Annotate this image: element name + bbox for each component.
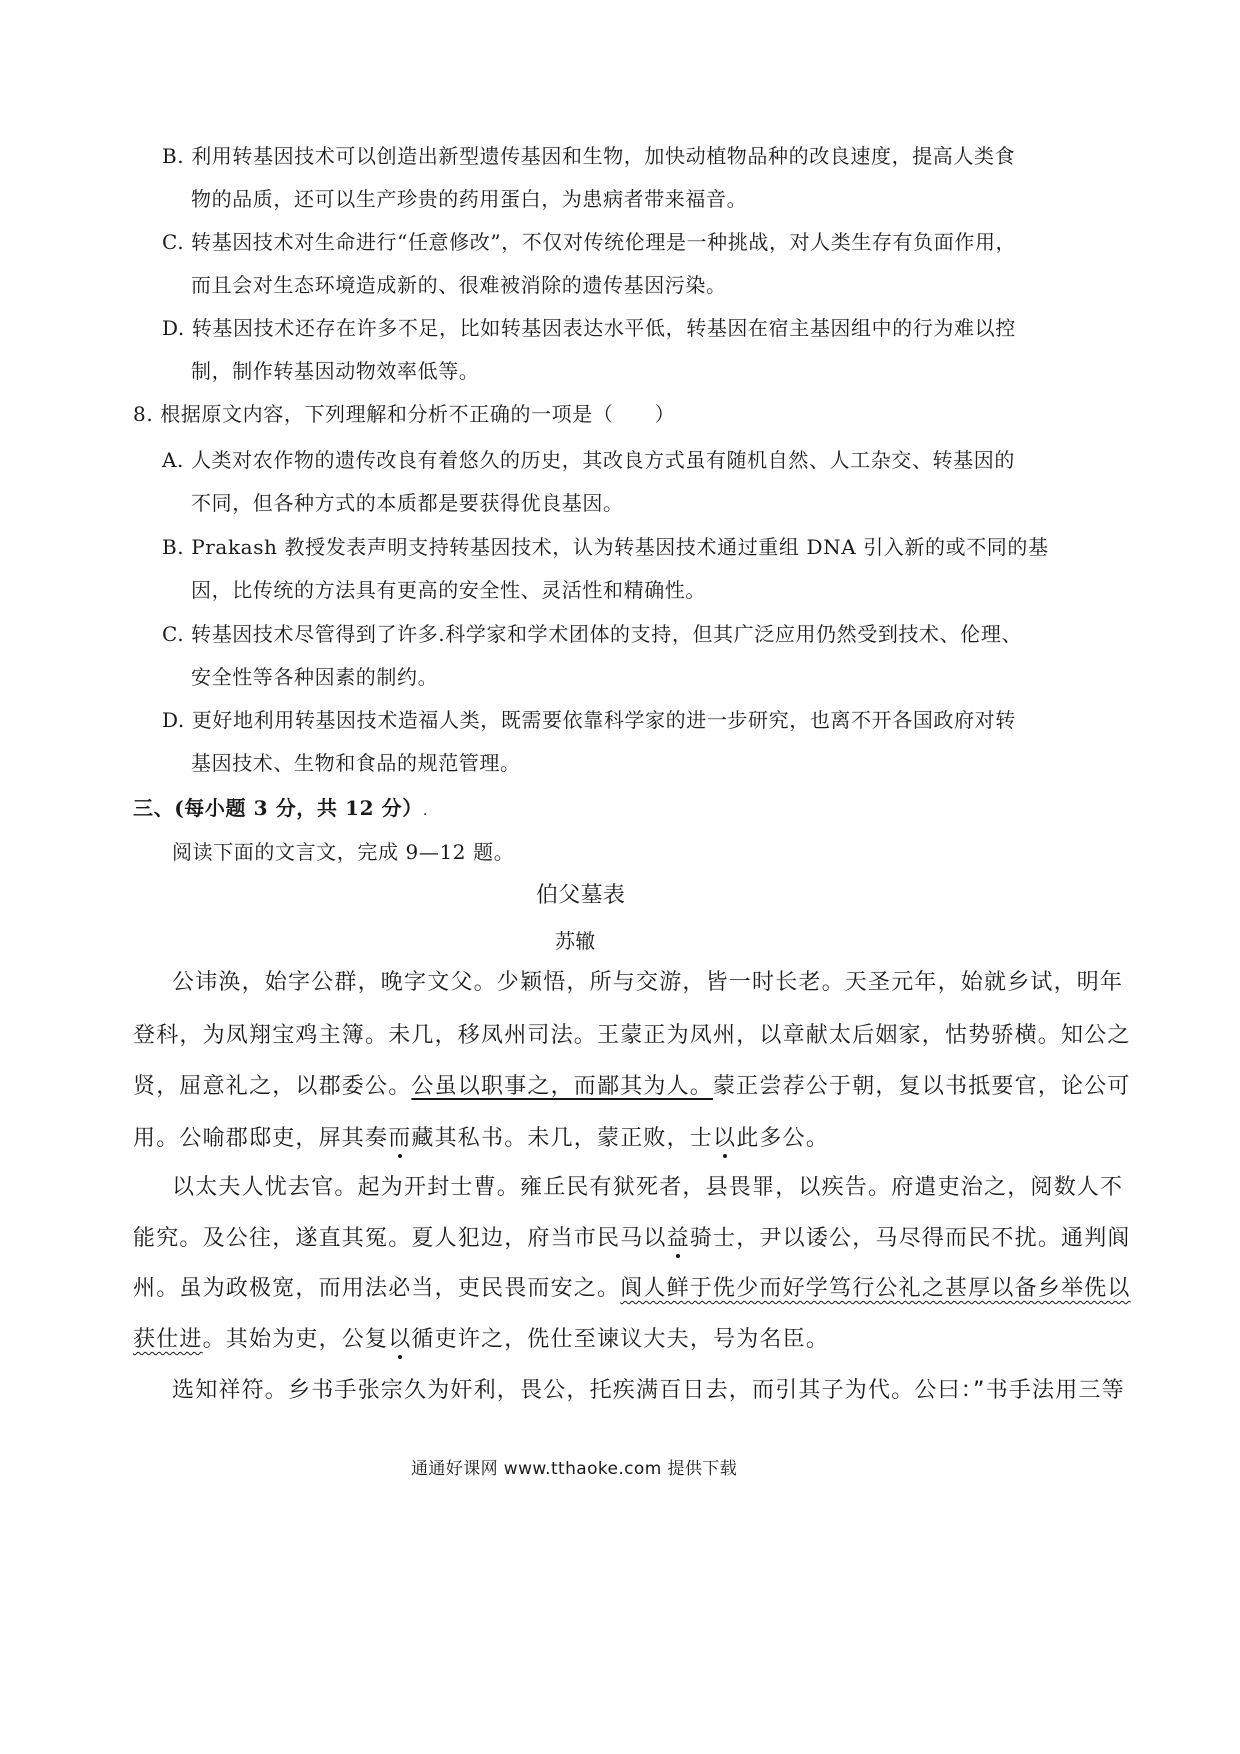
dotted-word-yi-2: 以 (388, 1327, 412, 1352)
passage-p2-line4-b: 循吏许之，侁仕至谏议大夫，号为名臣。 (411, 1327, 830, 1352)
passage-p2-line2 (133, 1224, 1131, 1254)
footer-download-note: 通通好课网 www.tthaoke.com 提供下载 (411, 1459, 738, 1479)
passage-p3-line1: 选知祥符。乡书手张宗久为奸利，畏公，托疾满百日去，而引其子为代。公曰：”书手法用三等 (172, 1378, 1125, 1403)
passage-p1-line4-b: 藏其私书。未几，蒙正败，士 (411, 1126, 714, 1151)
q8-option-b-line2: 因，比传统的方法具有更高的安全性、灵活性和精确性。 (191, 578, 706, 602)
passage-p1-line3-a: 贤，屈意礼之，以郡委公。 (133, 1074, 412, 1099)
q7-option-c-line2: 而且会对生态环境造成新的、很难被消除的遗传基因污染。 (191, 273, 727, 297)
dotted-word-er: 而 (388, 1126, 412, 1151)
passage-p2-line2-a: 能究。及公往，遂直其冤。夏人犯边，府当市民马以 (133, 1226, 667, 1251)
passage-p1-line4-a: 用。公喻郡邸吏，屏其奏 (133, 1126, 389, 1151)
q7-option-d-line1: D. 转基因技术还存在许多不足，比如转基因表达水平低，转基因在宿主基因组中的行为难以控 (162, 316, 1016, 340)
q7-option-d-line2: 制，制作转基因动物效率低等。 (191, 359, 480, 383)
wavy-underlined-sentence: 阆人鲜于侁少而好学笃行公礼之甚厚以备乡举侁以 (620, 1276, 1131, 1301)
passage-p2-line2-b: 骑士，尹以诿公，马尽得而民不扰。通判阆 (689, 1226, 1131, 1251)
wavy-underlined-sentence-end: 获仕进 (133, 1327, 203, 1352)
section3-instruction: 阅读下面的文言文，完成 9—12 题。 (172, 840, 515, 864)
passage-p1-line1: 公讳涣，始字公群，晚字文父。少颖悟，所与交游，皆一时长老。天圣元年，始就乡试，明年 (172, 970, 1124, 995)
passage-p1-line4-c: 此多公。 (736, 1126, 830, 1151)
dotted-word-yi-1: 以 (713, 1126, 737, 1151)
q7-option-c-line1: C. 转基因技术对生命进行“任意修改”，不仅对传统伦理是一种挑战，对人类生存有负面作用， (162, 230, 1017, 254)
passage-p2-line4-a: 。其始为吏，公复 (202, 1327, 389, 1352)
q8-option-a-line1: A. 人类对农作物的遗传改良有着悠久的历史，其改良方式虽有随机自然、人工杂交、转基因的 (162, 448, 1015, 472)
section3-heading (133, 794, 428, 825)
q8-stem: 8. 根据原文内容，下列理解和分析不正确的一项是（ ） (133, 402, 676, 426)
q8-option-d-line2: 基因技术、生物和食品的规范管理。 (191, 751, 521, 775)
q7-option-b-line2: 物的品质，还可以生产珍贵的药用蛋白，为患病者带来福音。 (191, 187, 748, 211)
section3-heading-mark: . (422, 803, 428, 819)
section3-heading-text: 三、(每小题 3 分，共 12 分） (133, 796, 423, 820)
passage-p1-line3 (133, 1072, 1131, 1102)
underlined-sentence: 公虽以职事之，而鄙其为人。 (411, 1074, 714, 1099)
q8-option-b-line1: B. Prakash 教授发表声明支持转基因技术，认为转基因技术通过重组 DNA 引入新的或不同的基 (162, 535, 1049, 559)
passage-title: 伯父墓表 (536, 882, 626, 907)
passage-p2-line4 (133, 1325, 829, 1355)
q8-option-c-line1: C. 转基因技术尽管得到了许多.科学家和学术团体的支持，但其广泛应用仍然受到技术、伦理、 (162, 622, 1023, 646)
passage-p1-line3-b: 蒙正尝荐公于朝，复以书抵要官，论公可 (713, 1074, 1131, 1099)
dotted-word-yi-benefit: 益 (666, 1226, 690, 1251)
passage-p1-line2: 登科，为凤翔宝鸡主簿。未几，移凤州司法。王蒙正为凤州，以章献太后姻家，怙势骄横。知公之 (133, 1023, 1131, 1048)
q8-option-d-line1: D. 更好地利用转基因技术造福人类，既需要依靠科学家的进一步研究，也离不开各国政府对转 (162, 708, 1016, 732)
passage-author: 苏辙 (555, 931, 596, 953)
q8-option-c-line2: 安全性等各种因素的制约。 (191, 665, 439, 689)
passage-p2-line1: 以太夫人忧去官。起为开封士曹。雍丘民有狱死者，县畏罪，以疾告。府遣吏治之，阅数人不 (172, 1175, 1124, 1200)
passage-p1-line4 (133, 1124, 829, 1154)
passage-p2-line3 (133, 1274, 1131, 1304)
q7-option-b-line1: B. 利用转基因技术可以创造出新型遗传基因和生物，加快动植物品种的改良速度，提高人类食 (162, 144, 1016, 168)
passage-p2-line3-a: 州。虽为政极宽，而用法必当，吏民畏而安之。 (133, 1276, 621, 1301)
q8-option-a-line2: 不同，但各种方式的本质都是要获得优良基因。 (191, 491, 624, 515)
